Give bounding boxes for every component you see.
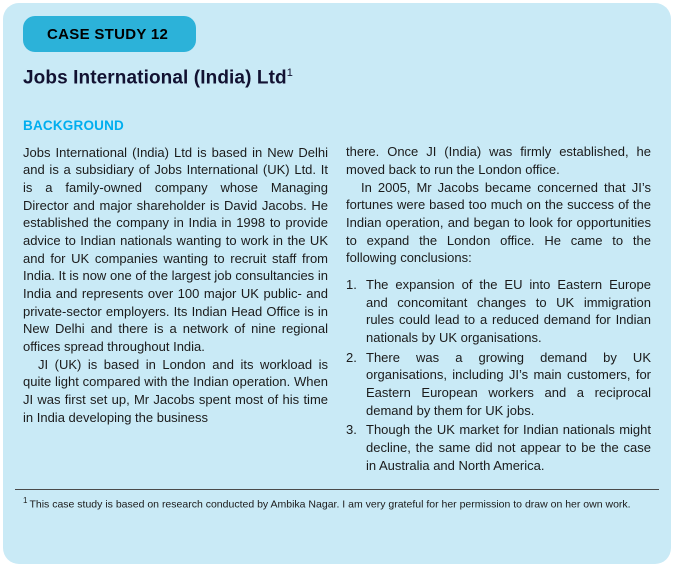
footnote-text: This case study is based on research conducted by Ambika Nagar. I am very grateful for her permission to draw on her own work. [29,498,631,511]
title-footnote-marker: 1 [286,67,293,79]
footnote-marker: 1 [23,496,28,506]
left-column [23,117,328,476]
body-columns [23,117,651,476]
page-title [23,67,651,89]
list-item-number: 2. [346,349,357,365]
case-study-panel [3,3,671,564]
right-column-spacer [346,117,651,143]
list-item-number: 3. [346,422,357,438]
list-item-text: There was a growing demand by UK organisations, including JI’s main customers, for Eastern European workers and a reciprocal demand by them for UK jobs. [366,349,651,418]
list-item [346,421,651,474]
list-item [346,349,651,420]
footnote [15,489,659,512]
section-heading-background: BACKGROUND [23,118,124,134]
list-item-number: 1. [346,277,357,293]
right-paragraph-2: In 2005, Mr Jacobs became concerned that JI’s fortunes were based too much on the success of the Indian operation, and began to look for opportunities to expand the London office. He came to the following conclusions: [346,179,651,266]
conclusions-list [346,276,651,474]
page-title-text: Jobs International (India) Ltd [23,67,287,89]
case-study-badge: CASE STUDY 12 [23,16,196,52]
right-column [346,117,651,476]
right-paragraph-1: there. Once JI (India) was firmly established, he moved back to run the London office. [346,144,651,177]
list-item-text: Though the UK market for Indian nationals might decline, the same did not appear to be the case in Australia and North America. [366,422,651,473]
list-item [346,276,651,347]
list-item-text: The expansion of the EU into Eastern Europe and concomitant changes to UK immigration rules could lead to a reduced demand for Indian nationals by UK organisations. [366,277,651,346]
left-paragraph-2: JI (UK) is based in London and its workload is quite light compared with the Indian operation. When JI was first set up, Mr Jacobs spent most of his time in India developing the business [23,356,328,425]
left-paragraph-1: Jobs International (India) Ltd is based in New Delhi and is a subsidiary of Jobs International (UK) Ltd. It is a family-owned company whose Managing Director and major shareholder is David Jacobs. He established the company in India in 1998 to provide advice to Indian nationals wanting to work in the UK and for UK companies wanting to recruit staff from India. It is now one of the largest job consultancies in India and represents over 100 major UK public- and private-sector employers. Its Indian Head Office is in New Delhi and there is a network of nine regional offices spread throughout India. [23,144,328,355]
